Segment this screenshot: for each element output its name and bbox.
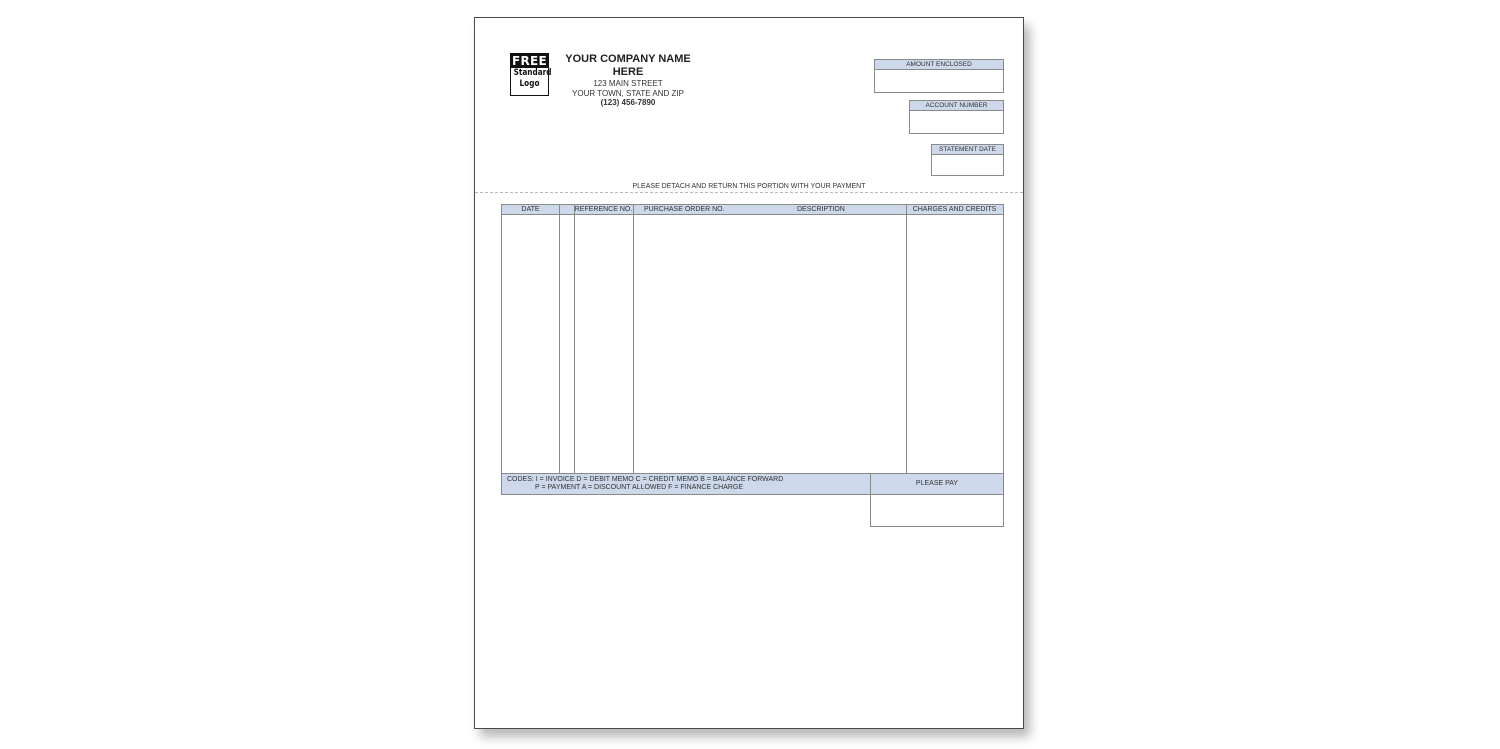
please-pay-label: PLEASE PAY [871, 474, 1003, 495]
column-divider [559, 205, 560, 473]
company-street: 123 MAIN STREET [593, 79, 663, 88]
statement-date-label: STATEMENT DATE [932, 145, 1003, 155]
company-name: YOUR COMPANY NAME HERE [565, 53, 691, 78]
detach-notice: PLEASE DETACH AND RETURN THIS PORTION WITH YOUR PAYMENT [632, 183, 866, 190]
column-divider [574, 205, 575, 473]
logo-logo-text: Logo [519, 79, 540, 89]
column-header-po-number: PURCHASE ORDER NO. [644, 206, 725, 213]
logo-standard-text: Standard [513, 68, 552, 78]
codes-line-2: P = PAYMENT A = DISCOUNT ALLOWED F = FINANCE CHARGE [535, 484, 744, 491]
column-divider [633, 205, 634, 473]
account-number-field[interactable] [909, 100, 1004, 134]
company-logo [510, 53, 552, 96]
column-header-description: DESCRIPTION [797, 206, 845, 213]
column-header-date: DATE [521, 206, 540, 213]
transactions-table [501, 204, 1004, 474]
statement-form-page [474, 17, 1024, 729]
amount-enclosed-label: AMOUNT ENCLOSED [875, 60, 1003, 70]
codes-line-1: CODES: I = INVOICE D = DEBIT MEMO C = CREDIT MEMO B = BALANCE FORWARD [507, 476, 784, 483]
please-pay-field[interactable] [870, 474, 1004, 527]
account-number-label: ACCOUNT NUMBER [910, 101, 1003, 111]
logo-free-text: FREE [511, 54, 548, 68]
codes-legend [501, 474, 871, 495]
column-header-reference: REFERENCE NO. [574, 206, 633, 213]
company-block [553, 53, 703, 108]
statement-date-field[interactable] [931, 144, 1004, 176]
column-header-charges-credits: CHARGES AND CREDITS [912, 206, 997, 213]
amount-enclosed-field[interactable] [874, 59, 1004, 93]
company-phone: (123) 456-7890 [600, 98, 656, 107]
column-divider [906, 205, 907, 473]
perforation-line [475, 192, 1023, 193]
company-city: YOUR TOWN, STATE AND ZIP [572, 88, 684, 98]
